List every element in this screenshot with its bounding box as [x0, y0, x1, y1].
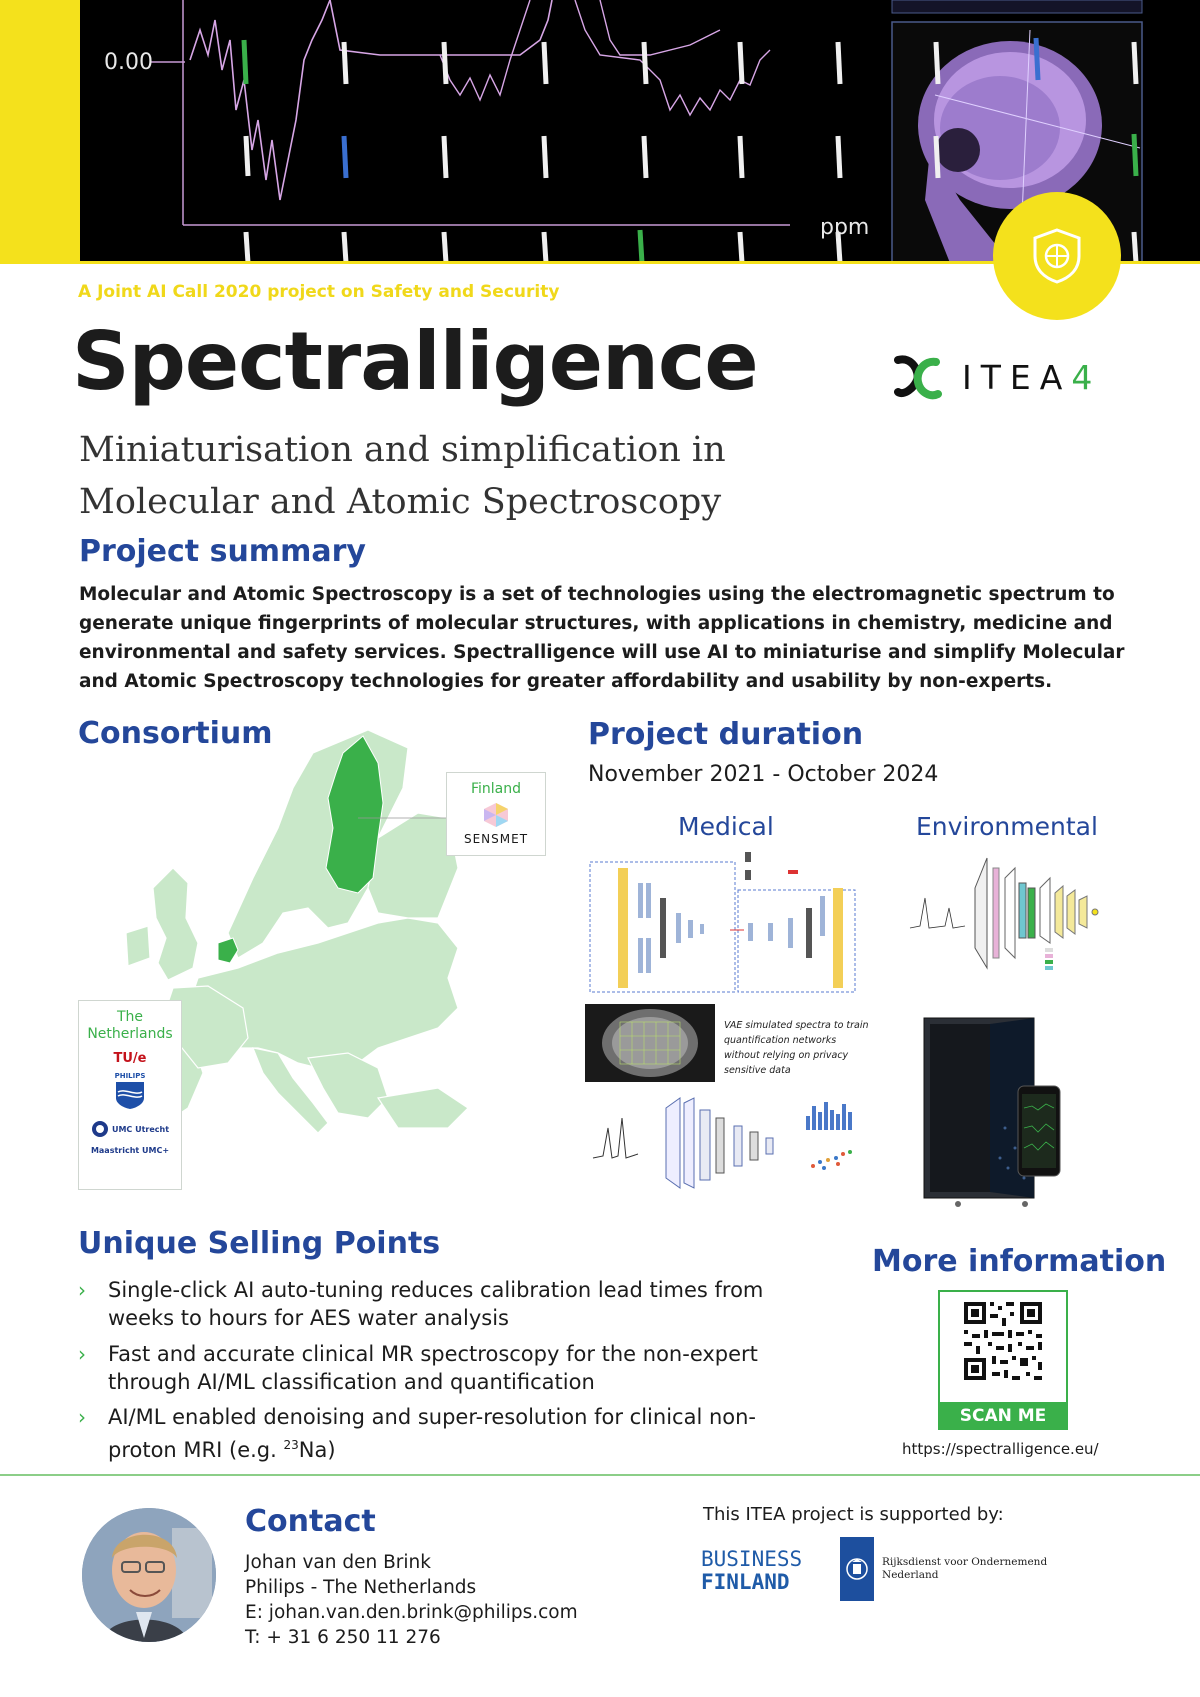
- medical-label: Medical: [678, 812, 774, 841]
- rvo-logo: [840, 1537, 1047, 1601]
- spectrum-axis-unit: ppm: [820, 215, 870, 240]
- netherlands-label: The Netherlands: [87, 1009, 173, 1042]
- rvo-line1: Rijksdienst voor Ondernemend: [882, 1556, 1048, 1568]
- business-finland-logo: BUSINESS FINLAND: [701, 1547, 803, 1594]
- philips-shield-icon: [114, 1080, 146, 1110]
- rvo-line2: Nederland: [882, 1569, 939, 1581]
- contact-heading: Contact: [245, 1504, 376, 1539]
- spectrometer-device-photo: [920, 1008, 1078, 1208]
- finland-label: Finland: [470, 781, 522, 797]
- duration-heading: Project duration: [588, 717, 864, 752]
- sensmet-logo-icon: [482, 802, 510, 828]
- section-divider: [0, 1474, 1200, 1476]
- shield-icon: [1025, 224, 1089, 288]
- usp-item: › Fast and accurate clinical MR spectroscopy for the non-expert through AI/ML classification and quantification: [78, 1342, 758, 1394]
- safety-badge: [993, 192, 1121, 320]
- philips-logo: PHILIPS: [113, 1072, 147, 1114]
- dutch-crest-icon: [840, 1537, 874, 1601]
- more-info-heading: More information: [872, 1244, 1167, 1279]
- scan-me-button[interactable]: SCAN ME: [938, 1402, 1068, 1430]
- chevron-right-icon: ›: [78, 1342, 86, 1366]
- qr-code-icon: [940, 1292, 1066, 1400]
- mri-spectra-thumbnail: [585, 1004, 715, 1082]
- spectrum-value-label: 0.00: [104, 50, 153, 75]
- usp-item: › AI/ML enabled denoising and super-resolution for clinical non-proton MRI (e.g. $^{23}$Na): [78, 1405, 757, 1462]
- maastricht-umc-logo: Maastricht UMC+: [90, 1146, 170, 1155]
- contact-details: [245, 1550, 578, 1650]
- usp-list: [78, 1276, 818, 1472]
- umc-sun-icon: [91, 1120, 109, 1138]
- contact-name: Johan van den Brink: [245, 1552, 431, 1573]
- cnn-environmental-diagram: [905, 848, 1135, 980]
- chevron-right-icon: ›: [78, 1405, 86, 1429]
- itea-wordmark: ITEA4: [962, 357, 1102, 397]
- summary-heading: Project summary: [79, 534, 366, 569]
- contact-org: Philips - The Netherlands: [245, 1577, 477, 1598]
- duration-value: November 2021 - October 2024: [588, 762, 939, 787]
- chevron-right-icon: ›: [78, 1278, 86, 1302]
- environmental-label: Environmental: [916, 812, 1098, 841]
- contact-phone[interactable]: T: + 31 6 250 11 276: [245, 1627, 441, 1648]
- contact-avatar: [82, 1508, 216, 1642]
- tue-logo: TU/e: [113, 1051, 147, 1066]
- netherlands-box: [78, 1000, 182, 1190]
- support-label: This ITEA project is supported by:: [703, 1504, 1004, 1525]
- project-url-link[interactable]: https://spectralligence.eu/: [902, 1440, 1099, 1458]
- tagline: A Joint AI Call 2020 project on Safety and Security: [78, 282, 560, 302]
- summary-text: Molecular and Atomic Spectroscopy is a set of technologies using the electromagnetic spectrum to generate unique fingerprints of molecular structures, with applications in chemistry, medicine and environmental and safety services. Spectralligence will use AI to miniaturise and simplify Molecular and Atomic Spectroscopy technologies for greater affordability and usability by non-experts.: [79, 584, 1125, 692]
- project-title: Spectralligence: [72, 315, 758, 408]
- usp-heading: Unique Selling Points: [78, 1226, 441, 1261]
- vae-caption: VAE simulated spectra to train quantification networks without relying on privacy sensitive data: [724, 1020, 869, 1076]
- itea-knot-icon: [890, 350, 944, 404]
- project-subtitle: Miniaturisation and simplification in Molecular and Atomic Spectroscopy: [79, 430, 726, 522]
- finland-box: [446, 772, 546, 856]
- umc-utrecht-logo: UMC Utrecht: [79, 1120, 181, 1138]
- consortium-heading: Consortium: [78, 716, 273, 751]
- itea4-logo: [890, 350, 1130, 404]
- sensmet-logo: SENSMET: [463, 832, 529, 846]
- contact-email[interactable]: E: johan.van.den.brink@philips.com: [245, 1602, 578, 1623]
- quantification-network-diagram: [588, 1088, 868, 1210]
- usp-item: › Single-click AI auto-tuning reduces calibration lead times from weeks to hours for AES water analysis: [78, 1278, 764, 1330]
- vae-network-diagram: [588, 848, 858, 998]
